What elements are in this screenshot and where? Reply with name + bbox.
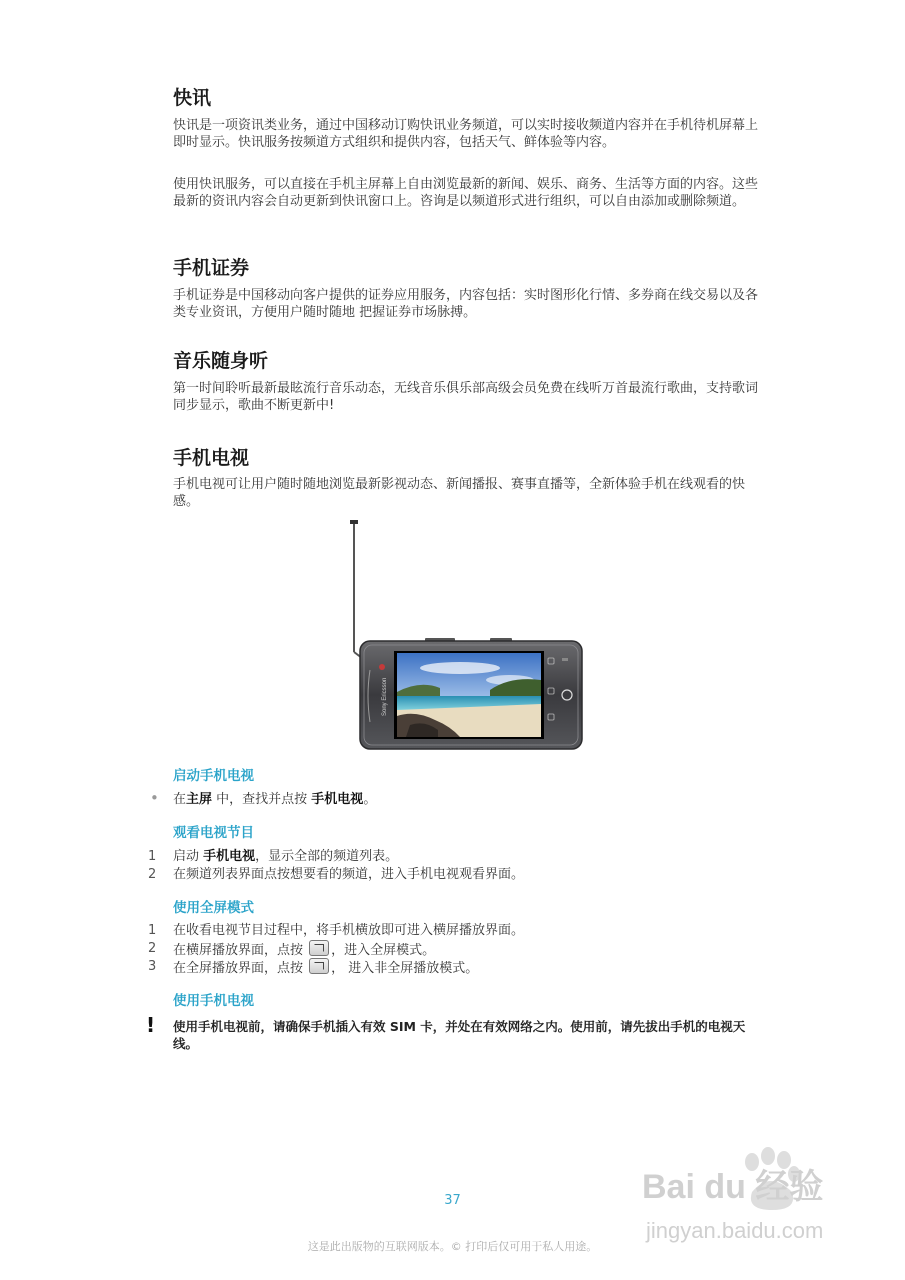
subheading-watch-tv: 观看电视节目 — [173, 825, 254, 841]
warning-icon: ! — [146, 1013, 156, 1037]
app-name-mobile-tv: 手机电视 — [203, 849, 256, 864]
baidu-jingyan-watermark — [640, 1140, 870, 1250]
section-title-music: 音乐随身听 — [173, 350, 269, 372]
watermark-url: jingyan.baidu.com — [646, 1218, 824, 1243]
link-home-screen: 主屏 — [186, 792, 213, 807]
bullet-icon: • — [150, 789, 159, 807]
subheading-use-tv: 使用手机电视 — [173, 993, 254, 1009]
section-title-mobile-tv: 手机电视 — [173, 447, 250, 469]
warning-note: 使用手机电视前，请确保手机插入有效 SIM 卡，并处在有效网络之内。使用前，请先拔出手机的电视天线。 — [173, 1019, 746, 1051]
subheading-fullscreen: 使用全屏模式 — [173, 900, 254, 916]
paragraph: 快讯是一项资讯类业务，通过中国移动订购快讯业务频道，可以实时接收频道内容并在手机待机屏幕上即时显示。快讯服务按频道方式组织和提供内容，包括天气、鲜体验等内容。 — [173, 118, 759, 150]
paragraph: 第一时间聆听最新最眩流行音乐动态，无线音乐俱乐部高级会员免费在线听万首最流行歌曲，支持歌词同步显示，歌曲不断更新中! — [173, 381, 759, 413]
fullscreen-toggle-icon — [309, 958, 329, 974]
section-title-kuaixun: 快讯 — [173, 87, 212, 109]
fullscreen-toggle-icon — [309, 940, 329, 956]
paragraph: 手机电视可让用户随时随地浏览最新影视动态、新闻播报、赛事直播等，全新体验手机在线观看的快感。 — [173, 477, 746, 509]
footer-note: 这是此出版物的互联网版本。© 打印后仅可用于私人用途。 — [307, 1240, 598, 1253]
phone-brand-label: Sony Ericsson — [382, 677, 388, 716]
document-page: 快讯 快讯是一项资讯类业务，通过中国移动订购快讯业务频道，可以实时接收频道内容并在手机待机屏幕上即时显示。快讯服务按频道方式组织和提供内容，包括天气、鲜体验等内容。 使用快讯服务，可以直接在手机主屏幕上自由浏览最新的新闻、娱乐、商务、生活等方面的内容。这些最新的资讯内容会自动更新到快讯窗口上。咨询是以频道形式进行组织，可以自由添加或删除频道。 手机证券 手机证券是中国移动向客户提供的证券应用服务，内容包括：实时图形化行情、多券商在线交易以及各类专业资讯，方便用户随时随地 把握证券市场脉搏。 音乐随身听 第一时间聆听最新最眩流行音乐动态，无线音乐俱乐部高级会员免费在线听万首最流行歌曲，支持歌词同步显示，歌曲不断更新中! 手机电视 手机电视可让用户随时随地浏览最新影视动态、新闻播报、赛事直播等，全新体验手机在线观看的快感。 Sony Ericsson 启动手机电视 • 在主屏 中，查找并点按 手机电视。 观看电视节目 1 启动 手机电视，显示全部的频道列表。 2 在频道列表界面点按想要看的频道，进入手机电视观看界面。 使用全屏模式 1 在收看电视节目过程中，将手机横放即可进入横屏播放界面。 2 在横屏播放界面，点按 ，进入全屏模式。 3 在全屏播放界面，点按 ， 进入非全屏播放模式。 使用手机电视 ! 使用手机电视前，请确保手机插入有效 SIM 卡，并处在有效网络之内。使用前，请先拔出手机的电视天线。 37 这是此出版物的互联网版本。© 打印后仅可用于私人用途。 Bai du 经验 jingyan.baidu.com — [0, 0, 905, 1280]
phone-illustration — [340, 520, 590, 755]
watermark-logo-text: Bai du 经验 — [642, 1168, 824, 1206]
section-title-stocks: 手机证券 — [173, 257, 250, 279]
paragraph: 手机证券是中国移动向客户提供的证券应用服务，内容包括：实时图形化行情、多券商在线交易以及各类专业资讯，方便用户随时随地 把握证券市场脉搏。 — [173, 288, 759, 320]
subheading-start-tv: 启动手机电视 — [173, 768, 254, 784]
paragraph: 使用快讯服务，可以直接在手机主屏幕上自由浏览最新的新闻、娱乐、商务、生活等方面的内容。这些最新的资讯内容会自动更新到快讯窗口上。咨询是以频道形式进行组织，可以自由添加或删除频道。 — [173, 177, 759, 209]
page-number: 37 — [444, 1193, 461, 1208]
app-name-mobile-tv: 手机电视 — [311, 792, 364, 807]
